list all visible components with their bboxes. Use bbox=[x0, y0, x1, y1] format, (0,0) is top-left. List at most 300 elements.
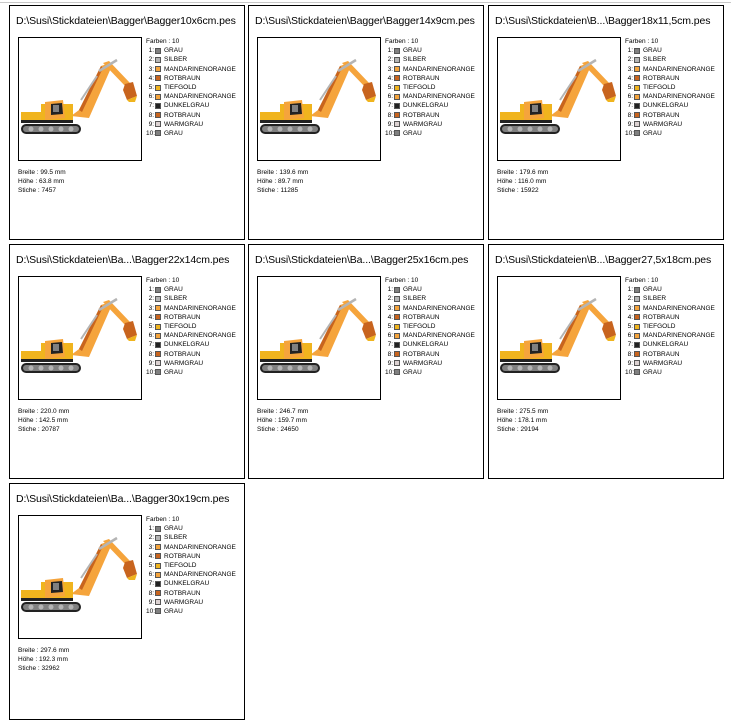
thread-index: 7: bbox=[627, 102, 633, 110]
color-swatch bbox=[155, 314, 161, 320]
thread-index: 5: bbox=[148, 561, 154, 569]
thread-index: 2: bbox=[387, 295, 393, 303]
thread-index: 8: bbox=[627, 111, 633, 119]
design-preview-frame bbox=[18, 37, 142, 161]
thread-index: 4: bbox=[627, 313, 633, 321]
thread-color-name: GRAU bbox=[164, 607, 183, 615]
thread-color-list bbox=[146, 276, 236, 377]
counterweight bbox=[21, 351, 45, 359]
thread-index: 4: bbox=[148, 74, 154, 82]
track-wheel bbox=[268, 127, 273, 132]
thread-index: 5: bbox=[148, 83, 154, 91]
color-swatch bbox=[634, 85, 640, 91]
height-value: Höhe : 178.1 mm bbox=[497, 417, 547, 424]
thread-color-name: ROTBRAUN bbox=[164, 589, 201, 597]
color-swatch bbox=[155, 608, 161, 614]
excavator-preview-image bbox=[19, 38, 142, 161]
thread-color-name: ROTBRAUN bbox=[403, 313, 440, 321]
excavator-preview-image bbox=[19, 277, 142, 400]
thread-index: 2: bbox=[627, 56, 633, 64]
thread-color-name: ROTBRAUN bbox=[164, 313, 201, 321]
color-swatch bbox=[155, 342, 161, 348]
thread-index: 1: bbox=[148, 47, 154, 55]
color-swatch bbox=[634, 130, 640, 136]
thread-index: 3: bbox=[148, 65, 154, 73]
thread-color-row bbox=[146, 101, 236, 110]
body-base bbox=[260, 359, 312, 362]
thread-index: 3: bbox=[148, 304, 154, 312]
thread-color-row bbox=[146, 294, 236, 303]
thread-index: 2: bbox=[627, 295, 633, 303]
cab-glass bbox=[532, 105, 538, 112]
track-wheel bbox=[69, 366, 74, 371]
body-base bbox=[500, 120, 552, 123]
excavator-preview-image bbox=[258, 38, 381, 161]
height-value: Höhe : 192.3 mm bbox=[18, 656, 68, 663]
thread-index: 3: bbox=[387, 304, 393, 312]
width-value: Breite : 179.6 mm bbox=[497, 169, 549, 176]
color-swatch bbox=[155, 305, 161, 311]
thread-color-row bbox=[385, 129, 475, 138]
thread-color-name: MANDARINENORANGE bbox=[643, 332, 715, 340]
thread-index: 9: bbox=[387, 120, 393, 128]
thread-index: 9: bbox=[387, 359, 393, 367]
color-swatch bbox=[155, 572, 161, 578]
thread-color-row bbox=[385, 46, 475, 55]
color-swatch bbox=[394, 342, 400, 348]
thread-index: 10: bbox=[146, 129, 156, 137]
design-card bbox=[488, 5, 724, 240]
file-path-title: D:\Susi\Stickdateien\Ba...\Bagger25x16cm.pes bbox=[255, 254, 469, 266]
thread-index: 9: bbox=[148, 120, 154, 128]
track-wheel bbox=[308, 127, 313, 132]
thread-color-name: DUNKELGRAU bbox=[164, 580, 210, 588]
thread-color-row bbox=[385, 322, 475, 331]
color-count-label: Farben : 10 bbox=[146, 38, 180, 45]
thread-color-name: GRAU bbox=[164, 525, 183, 533]
color-swatch bbox=[155, 75, 161, 81]
thread-color-name: TIEFGOLD bbox=[403, 322, 436, 330]
color-count-label: Farben : 10 bbox=[625, 277, 659, 284]
thread-index: 10: bbox=[625, 129, 635, 137]
thread-index: 9: bbox=[627, 120, 633, 128]
counterweight bbox=[260, 351, 284, 359]
thread-color-row bbox=[625, 92, 715, 101]
color-swatch bbox=[155, 121, 161, 127]
design-card bbox=[9, 244, 245, 479]
thread-color-name: MANDARINENORANGE bbox=[403, 93, 475, 101]
color-swatch bbox=[394, 48, 400, 54]
color-swatch bbox=[634, 351, 640, 357]
thread-color-row bbox=[146, 589, 236, 598]
design-card bbox=[488, 244, 724, 479]
thread-color-name: MANDARINENORANGE bbox=[164, 304, 236, 312]
thread-index: 2: bbox=[387, 56, 393, 64]
color-swatch bbox=[394, 333, 400, 339]
thread-index: 1: bbox=[387, 47, 393, 55]
thread-color-name: TIEFGOLD bbox=[164, 322, 197, 330]
thread-color-name: MANDARINENORANGE bbox=[403, 304, 475, 312]
track-wheel bbox=[29, 366, 34, 371]
design-stats bbox=[497, 168, 548, 195]
color-swatch bbox=[155, 544, 161, 550]
thread-color-row bbox=[625, 322, 715, 331]
thread-color-name: ROTBRAUN bbox=[164, 74, 201, 82]
cab-glass bbox=[53, 105, 59, 112]
counterweight bbox=[21, 590, 45, 598]
thread-color-name: SILBER bbox=[403, 295, 427, 303]
thread-color-row bbox=[146, 120, 236, 129]
thread-color-row bbox=[625, 368, 715, 377]
thread-index: 4: bbox=[148, 552, 154, 560]
thread-color-name: SILBER bbox=[164, 295, 188, 303]
thread-color-name: TIEFGOLD bbox=[403, 83, 436, 91]
thread-color-row bbox=[385, 368, 475, 377]
color-swatch bbox=[394, 130, 400, 136]
thread-color-row bbox=[625, 304, 715, 313]
track-wheel bbox=[69, 605, 74, 610]
thread-index: 6: bbox=[148, 93, 154, 101]
thread-color-name: GRAU bbox=[403, 286, 422, 294]
color-swatch bbox=[155, 94, 161, 100]
thread-color-row bbox=[385, 92, 475, 101]
thread-color-name: DUNKELGRAU bbox=[403, 341, 449, 349]
stitch-count: Stiche : 15922 bbox=[497, 187, 539, 194]
thread-color-name: TIEFGOLD bbox=[164, 83, 197, 91]
color-swatch bbox=[394, 85, 400, 91]
color-swatch bbox=[155, 57, 161, 63]
thread-color-row bbox=[625, 83, 715, 92]
color-swatch bbox=[394, 75, 400, 81]
height-value: Höhe : 159.7 mm bbox=[257, 417, 307, 424]
color-swatch bbox=[634, 103, 640, 109]
thread-index: 1: bbox=[148, 525, 154, 533]
color-swatch bbox=[394, 112, 400, 118]
excavator-preview-image bbox=[258, 277, 381, 400]
thread-color-name: SILBER bbox=[164, 56, 188, 64]
thread-index: 7: bbox=[627, 341, 633, 349]
thread-color-name: DUNKELGRAU bbox=[164, 102, 210, 110]
thread-color-row bbox=[385, 65, 475, 74]
thread-color-name: ROTBRAUN bbox=[403, 74, 440, 82]
height-value: Höhe : 142.5 mm bbox=[18, 417, 68, 424]
thread-color-list bbox=[625, 37, 715, 138]
track-wheel bbox=[298, 127, 303, 132]
color-swatch bbox=[155, 85, 161, 91]
thread-color-row bbox=[385, 340, 475, 349]
track-wheel bbox=[69, 127, 74, 132]
thread-color-name: MANDARINENORANGE bbox=[643, 304, 715, 312]
thread-color-name: ROTBRAUN bbox=[643, 74, 680, 82]
color-swatch bbox=[155, 130, 161, 136]
thread-color-row bbox=[625, 331, 715, 340]
color-swatch bbox=[634, 287, 640, 293]
color-swatch bbox=[155, 369, 161, 375]
thread-index: 3: bbox=[387, 65, 393, 73]
thread-color-name: DUNKELGRAU bbox=[403, 102, 449, 110]
thread-index: 8: bbox=[148, 589, 154, 597]
design-stats bbox=[257, 407, 308, 434]
thread-color-row bbox=[146, 111, 236, 120]
thread-color-row bbox=[385, 304, 475, 313]
color-swatch bbox=[634, 369, 640, 375]
color-swatch bbox=[394, 287, 400, 293]
color-swatch bbox=[155, 287, 161, 293]
thread-index: 10: bbox=[625, 368, 635, 376]
color-swatch bbox=[155, 581, 161, 587]
thread-color-row bbox=[146, 92, 236, 101]
thread-color-row bbox=[146, 65, 236, 74]
width-value: Breite : 275.5 mm bbox=[497, 408, 549, 415]
thread-color-name: ROTBRAUN bbox=[164, 350, 201, 358]
thread-color-name: SILBER bbox=[643, 295, 667, 303]
thread-color-name: WARMGRAU bbox=[164, 359, 204, 367]
track-wheel bbox=[508, 366, 513, 371]
track-wheel bbox=[308, 366, 313, 371]
thread-index: 3: bbox=[148, 543, 154, 551]
thread-color-name: MANDARINENORANGE bbox=[164, 332, 236, 340]
thread-index: 6: bbox=[387, 93, 393, 101]
thread-color-name: GRAU bbox=[643, 368, 662, 376]
track-wheel bbox=[298, 366, 303, 371]
color-swatch bbox=[155, 535, 161, 541]
design-preview-frame bbox=[497, 37, 621, 161]
design-preview-frame bbox=[497, 276, 621, 400]
color-swatch bbox=[155, 296, 161, 302]
width-value: Breite : 246.7 mm bbox=[257, 408, 309, 415]
height-value: Höhe : 116.0 mm bbox=[497, 178, 547, 185]
thread-color-name: ROTBRAUN bbox=[643, 111, 680, 119]
thread-color-row bbox=[146, 598, 236, 607]
stitch-count: Stiche : 29194 bbox=[497, 426, 539, 433]
color-swatch bbox=[394, 66, 400, 72]
thread-color-row bbox=[146, 570, 236, 579]
track-wheel bbox=[49, 127, 54, 132]
color-swatch bbox=[155, 360, 161, 366]
thread-color-name: GRAU bbox=[164, 47, 183, 55]
thread-index: 7: bbox=[387, 102, 393, 110]
thread-color-name: GRAU bbox=[643, 47, 662, 55]
thread-color-row bbox=[385, 285, 475, 294]
track-wheel bbox=[538, 366, 543, 371]
thread-color-row bbox=[146, 368, 236, 377]
design-stats bbox=[18, 407, 69, 434]
track-wheel bbox=[278, 366, 283, 371]
color-swatch bbox=[634, 121, 640, 127]
thread-color-row bbox=[146, 322, 236, 331]
color-count-label: Farben : 10 bbox=[146, 277, 180, 284]
thread-color-name: ROTBRAUN bbox=[643, 313, 680, 321]
color-swatch bbox=[394, 351, 400, 357]
thread-color-row bbox=[625, 120, 715, 129]
color-swatch bbox=[394, 103, 400, 109]
stitch-count: Stiche : 32962 bbox=[18, 665, 60, 672]
thread-color-name: WARMGRAU bbox=[643, 359, 683, 367]
color-swatch bbox=[634, 360, 640, 366]
track-wheel bbox=[49, 366, 54, 371]
thread-color-row bbox=[385, 313, 475, 322]
thread-color-row bbox=[625, 111, 715, 120]
thread-color-row bbox=[146, 313, 236, 322]
color-swatch bbox=[155, 324, 161, 330]
thread-color-name: DUNKELGRAU bbox=[164, 341, 210, 349]
thread-color-name: GRAU bbox=[164, 368, 183, 376]
design-preview-frame bbox=[257, 37, 381, 161]
file-path-title: D:\Susi\Stickdateien\Bagger\Bagger14x9cm.pes bbox=[255, 15, 475, 27]
track-wheel bbox=[518, 127, 523, 132]
counterweight bbox=[21, 112, 45, 120]
thread-color-list bbox=[385, 276, 475, 377]
color-swatch bbox=[634, 305, 640, 311]
thread-color-name: GRAU bbox=[643, 129, 662, 137]
thread-index: 5: bbox=[387, 83, 393, 91]
color-swatch bbox=[634, 66, 640, 72]
thread-color-name: SILBER bbox=[643, 56, 667, 64]
thread-color-name: MANDARINENORANGE bbox=[164, 93, 236, 101]
thread-index: 2: bbox=[148, 56, 154, 64]
thread-color-row bbox=[625, 294, 715, 303]
thread-index: 1: bbox=[627, 286, 633, 294]
color-swatch bbox=[155, 66, 161, 72]
design-preview-frame bbox=[18, 276, 142, 400]
color-swatch bbox=[634, 324, 640, 330]
cab-glass bbox=[292, 344, 298, 351]
thread-color-row bbox=[146, 359, 236, 368]
thread-index: 8: bbox=[387, 350, 393, 358]
thread-index: 4: bbox=[387, 74, 393, 82]
color-swatch bbox=[394, 360, 400, 366]
thread-color-row bbox=[146, 533, 236, 542]
thread-index: 7: bbox=[148, 102, 154, 110]
thread-color-row bbox=[385, 74, 475, 83]
thread-index: 6: bbox=[148, 332, 154, 340]
file-path-title: D:\Susi\Stickdateien\Bagger\Bagger10x6cm.pes bbox=[16, 15, 236, 27]
color-swatch bbox=[155, 351, 161, 357]
body-base bbox=[260, 120, 312, 123]
thread-index: 10: bbox=[146, 368, 156, 376]
design-stats bbox=[257, 168, 308, 195]
thread-color-row bbox=[146, 74, 236, 83]
stitch-count: Stiche : 20787 bbox=[18, 426, 60, 433]
excavator-preview-image bbox=[19, 516, 142, 639]
width-value: Breite : 99.5 mm bbox=[18, 169, 66, 176]
file-path-title: D:\Susi\Stickdateien\B...\Bagger18x11,5cm.pes bbox=[495, 15, 711, 27]
thread-color-list bbox=[146, 37, 236, 138]
width-value: Breite : 220.0 mm bbox=[18, 408, 70, 415]
color-swatch bbox=[634, 94, 640, 100]
thread-index: 5: bbox=[627, 322, 633, 330]
stitch-count: Stiche : 11285 bbox=[257, 187, 299, 194]
thread-color-name: GRAU bbox=[403, 47, 422, 55]
counterweight bbox=[500, 351, 524, 359]
design-card bbox=[248, 5, 484, 240]
thread-color-name: TIEFGOLD bbox=[643, 322, 676, 330]
thread-color-row bbox=[385, 111, 475, 120]
thread-color-name: WARMGRAU bbox=[643, 120, 683, 128]
thread-index: 10: bbox=[385, 368, 395, 376]
track-wheel bbox=[548, 366, 553, 371]
thread-color-name: GRAU bbox=[164, 129, 183, 137]
body-base bbox=[21, 598, 73, 601]
thread-color-name: ROTBRAUN bbox=[403, 111, 440, 119]
thread-color-row bbox=[146, 83, 236, 92]
thread-index: 10: bbox=[385, 129, 395, 137]
track-wheel bbox=[59, 366, 64, 371]
thread-color-row bbox=[146, 285, 236, 294]
thread-index: 2: bbox=[148, 534, 154, 542]
thread-index: 7: bbox=[148, 341, 154, 349]
top-divider bbox=[0, 2, 731, 3]
thread-color-row bbox=[625, 340, 715, 349]
file-path-title: D:\Susi\Stickdateien\B...\Bagger27,5x18cm.pes bbox=[495, 254, 712, 266]
track-wheel bbox=[39, 605, 44, 610]
track-wheel bbox=[49, 605, 54, 610]
cab-glass bbox=[532, 344, 538, 351]
thread-color-row bbox=[146, 524, 236, 533]
color-count-label: Farben : 10 bbox=[146, 516, 180, 523]
thread-color-name: SILBER bbox=[403, 56, 427, 64]
track-wheel bbox=[39, 127, 44, 132]
thread-color-row bbox=[146, 46, 236, 55]
stitch-count: Stiche : 24650 bbox=[257, 426, 299, 433]
thread-color-name: MANDARINENORANGE bbox=[164, 543, 236, 551]
thread-index: 3: bbox=[627, 304, 633, 312]
thread-color-row bbox=[385, 350, 475, 359]
color-swatch bbox=[634, 296, 640, 302]
track-wheel bbox=[278, 127, 283, 132]
height-value: Höhe : 63.8 mm bbox=[18, 178, 65, 185]
color-swatch bbox=[394, 369, 400, 375]
thread-color-name: WARMGRAU bbox=[403, 359, 443, 367]
thread-index: 7: bbox=[387, 341, 393, 349]
color-swatch bbox=[634, 112, 640, 118]
thread-color-name: GRAU bbox=[643, 286, 662, 294]
thread-color-name: GRAU bbox=[403, 368, 422, 376]
excavator-preview-image bbox=[498, 38, 621, 161]
color-swatch bbox=[394, 57, 400, 63]
thread-index: 4: bbox=[387, 313, 393, 321]
thread-color-name: WARMGRAU bbox=[164, 120, 204, 128]
color-swatch bbox=[155, 112, 161, 118]
thread-color-name: ROTBRAUN bbox=[643, 350, 680, 358]
thread-index: 6: bbox=[387, 332, 393, 340]
design-card bbox=[9, 483, 245, 720]
width-value: Breite : 139.6 mm bbox=[257, 169, 309, 176]
design-preview-frame bbox=[257, 276, 381, 400]
body-base bbox=[21, 120, 73, 123]
thread-color-name: GRAU bbox=[164, 286, 183, 294]
track-wheel bbox=[538, 127, 543, 132]
color-swatch bbox=[155, 553, 161, 559]
thread-color-name: ROTBRAUN bbox=[403, 350, 440, 358]
thread-index: 4: bbox=[627, 74, 633, 82]
design-card bbox=[248, 244, 484, 479]
thread-index: 3: bbox=[627, 65, 633, 73]
track-wheel bbox=[288, 127, 293, 132]
thread-index: 8: bbox=[627, 350, 633, 358]
thread-color-row bbox=[625, 350, 715, 359]
thread-index: 1: bbox=[148, 286, 154, 294]
thread-index: 5: bbox=[627, 83, 633, 91]
thread-color-row bbox=[625, 46, 715, 55]
thread-index: 10: bbox=[146, 607, 156, 615]
track-wheel bbox=[528, 127, 533, 132]
design-stats bbox=[18, 168, 66, 195]
thread-color-name: MANDARINENORANGE bbox=[164, 571, 236, 579]
design-stats bbox=[18, 646, 69, 673]
color-swatch bbox=[394, 314, 400, 320]
color-swatch bbox=[155, 103, 161, 109]
